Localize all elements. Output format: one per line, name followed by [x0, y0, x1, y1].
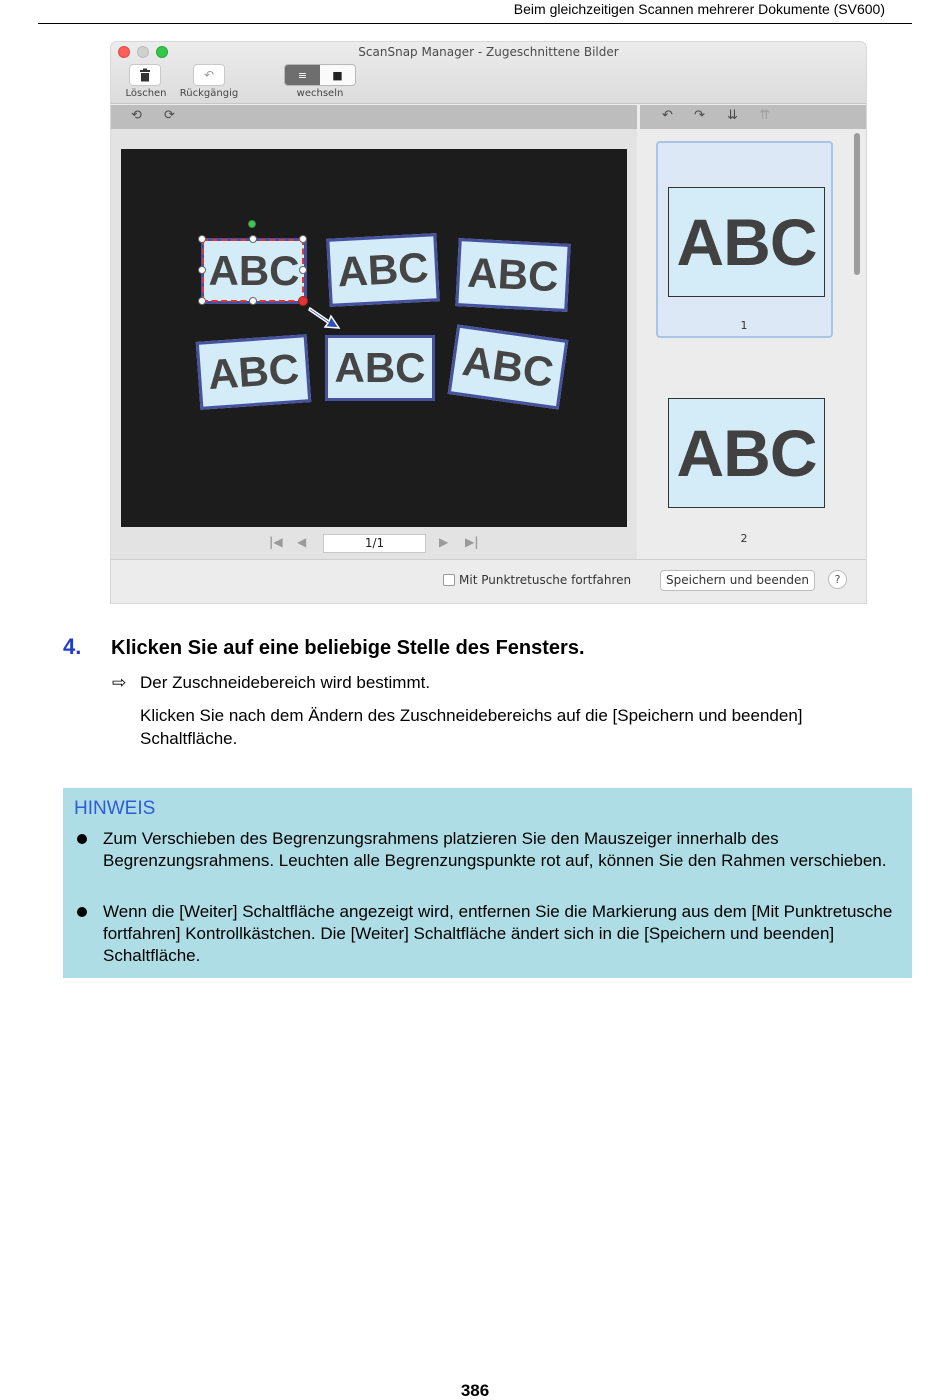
window-title: ScanSnap Manager - Zugeschnittene Bilder — [358, 45, 619, 59]
undo-icon: ↶ — [203, 68, 215, 82]
view-switch[interactable] — [284, 64, 356, 86]
step-number: 4. — [63, 634, 82, 659]
crop-handle[interactable] — [198, 297, 206, 305]
page-indicator[interactable]: 1/1 — [323, 534, 426, 553]
drag-arrow-icon — [307, 303, 343, 331]
window-titlebar — [111, 42, 866, 104]
move-down-icon[interactable]: ⇊ — [727, 108, 738, 123]
document-card[interactable]: ABC — [201, 238, 307, 304]
document-card[interactable]: ABC — [196, 334, 311, 410]
bullet-icon — [77, 907, 87, 917]
thumbnail-toolbar — [640, 105, 866, 129]
page-number: 386 — [460, 1381, 490, 1400]
crop-handle[interactable] — [249, 235, 257, 243]
canvas-toolbar — [111, 105, 637, 129]
move-up-icon[interactable]: ⇈ — [759, 108, 770, 123]
thumbnail-image[interactable]: ABC — [668, 187, 825, 297]
hinweis-title: HINWEIS — [74, 798, 156, 819]
single-view-icon[interactable]: ■ — [320, 65, 355, 85]
hinweis-item: Wenn die [Weiter] Schaltfläche angezeigt wird, entfernen Sie die Markierung aus dem [Mit Punktretusche fortfahren] Kontrollkästchen. Die [Weiter] Schaltfläche ändert sich in die [Speichern und beenden] Schaltfläche. — [103, 902, 893, 965]
step-note: Klicken Sie nach dem Ändern des Zuschneidebereichs auf die [Speichern und beenden] Schaltfläche. — [140, 706, 803, 748]
page-navigator — [111, 530, 637, 559]
crop-handle[interactable] — [299, 235, 307, 243]
crop-canvas[interactable] — [121, 149, 627, 527]
thumbnail-number: 2 — [740, 532, 748, 545]
window-footer — [111, 559, 866, 603]
multi-view-icon[interactable]: ≡ — [285, 65, 320, 85]
step-result: Der Zuschneidebereich wird bestimmt. — [140, 673, 431, 692]
crop-handle[interactable] — [249, 297, 257, 305]
thumbnail-number: 1 — [740, 319, 748, 332]
hinweis-item: Zum Verschieben des Begrenzungsrahmens platzieren Sie den Mauszeiger innerhalb des Begrenzungsrahmens. Leuchten alle Begrenzungspunkte rot auf, können Sie den Rahmen verschieben. — [103, 829, 887, 870]
document-card[interactable]: ABC — [448, 325, 569, 410]
save-and-finish-button[interactable]: Speichern und beenden — [660, 570, 815, 591]
document-card[interactable]: ABC — [326, 233, 439, 307]
retouch-checkbox[interactable] — [443, 574, 455, 586]
switch-label: wechseln — [296, 88, 344, 99]
result-arrow-icon: ⇨ — [112, 673, 127, 692]
rotate-ccw-icon[interactable]: ↶ — [662, 108, 673, 123]
crop-handle[interactable] — [198, 235, 206, 243]
undo-button[interactable] — [193, 64, 225, 86]
next-page-icon[interactable]: ▶ — [439, 535, 449, 549]
help-button[interactable]: ? — [828, 570, 847, 589]
crop-handle[interactable] — [299, 266, 307, 274]
thumbnail-scrollbar[interactable] — [854, 133, 860, 275]
bullet-icon — [77, 834, 87, 844]
delete-label: Löschen — [125, 88, 167, 99]
prev-page-icon[interactable]: ◀ — [297, 535, 307, 549]
rotate-right-icon[interactable]: ⟳ — [164, 108, 175, 123]
selection-frame[interactable] — [202, 239, 304, 302]
running-title: Beim gleichzeitigen Scannen mehrerer Dokumente (SV600) — [513, 1, 885, 17]
rotate-left-icon[interactable]: ⟲ — [131, 108, 142, 123]
running-header — [38, 0, 912, 24]
thumbnail-panel — [640, 129, 866, 559]
scansnap-window — [111, 42, 866, 603]
last-page-icon[interactable]: ▶| — [465, 535, 479, 549]
rotation-handle[interactable] — [248, 220, 256, 228]
delete-button[interactable] — [129, 64, 161, 86]
crop-handle[interactable] — [198, 266, 206, 274]
trash-icon — [138, 68, 152, 82]
undo-label: Rückgängig — [179, 88, 239, 99]
retouch-checkbox-label[interactable]: Mit Punktretusche fortfahren — [459, 573, 632, 587]
rotate-cw-icon[interactable]: ↷ — [694, 108, 705, 123]
thumbnail-image[interactable]: ABC — [668, 398, 825, 508]
hinweis-box — [63, 788, 912, 978]
step-title: Klicken Sie auf eine beliebige Stelle des Fensters. — [111, 637, 585, 659]
document-card[interactable]: ABC — [325, 335, 435, 401]
document-card[interactable]: ABC — [455, 238, 570, 312]
first-page-icon[interactable]: |◀ — [269, 535, 283, 549]
